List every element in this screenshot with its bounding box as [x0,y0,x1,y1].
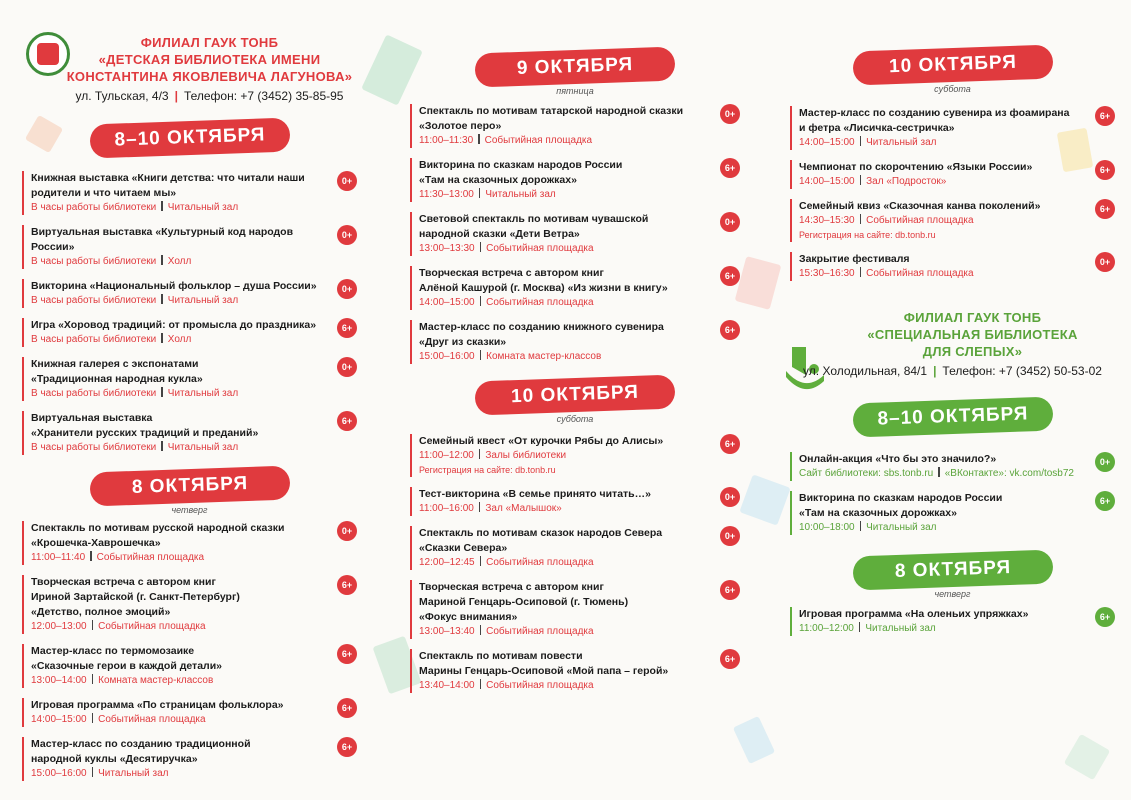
events-list [410,104,740,364]
event-time: 10:00–18:00 [799,522,855,533]
event-meta [799,267,1079,281]
event-title: Марины Генцарь-Осиповой «Мой папа – герой» [419,665,669,677]
divider [90,551,92,561]
date-banner: 10 ОКТЯБРЯ [852,45,1053,86]
event-meta [419,625,704,639]
divider [860,175,862,185]
event-meta [419,502,704,516]
event-item [410,266,740,310]
event-item [790,607,1115,636]
date-banner: 8 ОКТЯБРЯ [89,466,290,507]
age-rating-badge: 6+ [1095,199,1115,219]
library-address: ул. Тульская, 4/3 [75,89,169,103]
event-title: Онлайн-акция «Что бы это значило?» [799,453,997,465]
divider [480,625,482,635]
age-rating-badge: 0+ [337,357,357,377]
library-name-line3: ДЛЯ СЛЕПЫХ» [922,344,1023,359]
divider [860,521,862,531]
event-meta [419,188,704,202]
library-header-blind [790,309,1115,378]
day-of-week: четверг [934,589,971,599]
event-meta [419,350,704,364]
event-time: 15:30–16:30 [799,268,855,279]
event-item [22,737,357,781]
event-item [22,698,357,727]
event-title: Виртуальная выставка [31,412,153,424]
age-rating-badge: 0+ [337,225,357,245]
column-middle [410,0,740,703]
age-rating-badge: 6+ [720,434,740,454]
event-meta [419,296,704,310]
event-place: Событийная площадка [98,714,206,725]
event-place: Комната мастер-классов [98,675,214,686]
event-place: Комната мастер-классов [486,351,602,362]
event-time: 11:00–11:30 [419,135,474,146]
day-of-week: пятница [556,86,594,96]
event-registration-note: Регистрация на сайте: db.tonb.ru [799,230,936,240]
event-title: «Фокус внимания» [419,611,518,623]
divider [479,449,481,459]
event-place: Событийная площадка [866,215,974,226]
event-item [790,491,1115,535]
event-meta [419,242,704,256]
event-time: 13:00–14:00 [31,675,87,686]
event-title: «Сказки Севера» [419,542,508,554]
event-time: В часы работы библиотеки [31,295,157,306]
event-title: Творческая встреча с автором книг [419,267,604,279]
event-item [22,171,357,215]
divider [92,767,94,777]
event-title: Мастер-класс по созданию традиционной [31,738,251,750]
event-place: Событийная площадка [486,243,594,254]
event-time: Сайт библиотеки: sbs.tonb.ru [799,468,934,479]
event-meta [799,175,1079,189]
day-of-week [22,157,357,169]
event-title: Викторина «Национальный фольклор – душа России» [31,280,317,292]
divider [860,267,862,277]
event-place: Читальный зал [485,189,556,200]
column-left [22,0,357,791]
library-phone: Телефон: +7 (3452) 35-85-95 [183,89,344,103]
age-rating-badge: 0+ [337,279,357,299]
event-title: Мастер-класс по созданию сувенира из фоамирана [799,107,1070,119]
event-place: Зал «Подросток» [866,176,947,187]
event-time: 13:00–13:40 [419,626,475,637]
event-title: Тест-викторина «В семье принято читать…» [419,488,651,500]
event-item [410,212,740,256]
events-list [790,452,1115,535]
event-title: Игровая программа «На оленьих упряжках» [799,608,1029,620]
age-rating-badge: 0+ [720,212,740,232]
divider [161,441,163,451]
divider [161,333,163,343]
event-place: Читальный зал [167,202,239,213]
event-place: Зал «Малышок» [485,503,562,514]
event-item [410,104,740,148]
event-meta [31,333,321,347]
library-phone: Телефон: +7 (3452) 50-53-02 [942,364,1102,378]
decor-shape [739,474,790,525]
event-title: Игра «Хоровод традиций: от промысла до праздника» [31,319,317,331]
event-time: 15:00–16:00 [419,351,475,362]
library-address: ул. Холодильная, 84/1 [803,364,928,378]
event-time: 12:00–13:00 [31,621,87,632]
event-meta [419,449,704,463]
age-rating-badge: 6+ [720,320,740,340]
event-title: Викторина по сказкам народов России [799,492,1003,504]
event-title: Алёной Кашурой (г. Москва) «Из жизни в книгу» [419,282,668,294]
event-meta [31,294,321,308]
event-meta [31,767,321,781]
event-meta [799,136,1079,150]
age-rating-badge: 0+ [1095,452,1115,472]
decor-shape [1064,734,1110,780]
event-meta [799,214,1079,228]
event-place: Событийная площадка [484,135,593,146]
library-name-line3: КОНСТАНТИНА ЯКОВЛЕВИЧА ЛАГУНОВА» [66,69,353,84]
divider [92,713,94,723]
divider [860,136,862,146]
divider [480,350,482,360]
event-place: Событийная площадка [96,552,205,563]
divider [161,255,163,265]
event-time: 12:00–12:45 [419,557,475,568]
event-place: Событийная площадка [866,268,974,279]
age-rating-badge: 6+ [1095,607,1115,627]
event-title: «Там на сказочных дорожках» [419,174,577,186]
age-rating-badge: 6+ [337,575,357,595]
event-item [410,434,740,477]
event-item [22,575,357,634]
event-registration-note: Регистрация на сайте: db.tonb.ru [419,465,556,475]
event-item [790,199,1115,242]
event-title: Световой спектакль по мотивам чувашской [419,213,649,225]
event-place: Читальный зал [866,522,937,533]
library-name-line2: «СПЕЦИАЛЬНАЯ БИБЛИОТЕКА [867,327,1078,342]
event-place: Холл [167,256,192,267]
divider [480,556,482,566]
age-rating-badge: 6+ [720,580,740,600]
event-meta [31,255,321,269]
event-place: Читальный зал [167,442,239,453]
event-title: и фетра «Лисичка-сестричка» [799,122,955,134]
event-time: В часы работы библиотеки [31,256,157,267]
event-item [410,158,740,202]
age-rating-badge: 6+ [337,698,357,718]
event-time: 13:00–13:30 [419,243,475,254]
event-time: 11:30–13:00 [419,189,474,200]
divider [480,242,482,252]
divider [92,620,94,630]
event-time: 14:00–15:00 [799,137,855,148]
event-title: «Хранители русских традиций и преданий» [31,427,259,439]
event-place: Событийная площадка [486,297,594,308]
event-title: «Традиционная народная кукла» [31,373,203,385]
library-name-line1: ФИЛИАЛ ГАУК ТОНБ [140,35,279,50]
column-right [790,0,1115,646]
event-title: Мастер-класс по созданию книжного сувенира [419,321,664,333]
event-place: Читальный зал [866,137,937,148]
divider [92,674,94,684]
event-title: Игровая программа «По страницам фольклора» [31,699,284,711]
date-banner: 9 ОКТЯБРЯ [474,47,675,88]
library-header-children [22,0,357,103]
event-item [22,411,357,455]
date-banner: 8 ОКТЯБРЯ [852,550,1053,591]
event-title: «Детство, полное эмоций» [31,606,171,618]
age-rating-badge: 0+ [720,487,740,507]
day-of-week: четверг [171,505,208,515]
day-of-week [790,436,1115,448]
event-title: Книжная выставка «Книги детства: что читали наши [31,172,305,184]
events-list [22,171,357,455]
event-item [790,160,1115,189]
age-rating-badge: 0+ [720,104,740,124]
event-title: Виртуальная выставка «Культурный код народов России» [31,226,294,253]
event-time: В часы работы библиотеки [31,442,157,453]
event-meta [31,441,321,455]
event-time: 14:00–15:00 [799,176,855,187]
age-rating-badge: 6+ [1095,106,1115,126]
age-rating-badge: 6+ [720,649,740,669]
divider [161,201,163,211]
event-place: Залы библиотеки [485,450,567,461]
event-item [22,644,357,688]
event-time: В часы работы библиотеки [31,388,157,399]
event-title: Ириной Зартайской (г. Санкт-Петербург) [31,591,240,603]
date-banner: 8–10 ОКТЯБРЯ [89,118,290,159]
age-rating-badge: 6+ [337,644,357,664]
age-rating-badge: 6+ [720,158,740,178]
event-time: 14:30–15:30 [799,215,855,226]
event-title: Мариной Генцарь-Осиповой (г. Тюмень) [419,596,629,608]
library-name-line2: «ДЕТСКАЯ БИБЛИОТЕКА ИМЕНИ [98,52,321,67]
event-title: народной куклы «Десятиручка» [31,753,198,765]
event-title: «Там на сказочных дорожках» [799,507,957,519]
event-meta [31,713,321,727]
event-time: 13:40–14:00 [419,680,475,691]
event-place: «ВКонтакте»: vk.com/tosb72 [944,468,1074,479]
event-title: Спектакль по мотивам сказок народов Севера [419,527,663,539]
event-place: Читальный зал [167,388,239,399]
event-title: Закрытие фестиваля [799,253,910,265]
decor-shape [733,716,775,764]
event-place: Событийная площадка [486,680,594,691]
divider [480,679,482,689]
age-rating-badge: 0+ [337,171,357,191]
event-meta [31,201,321,215]
event-time: 11:00–16:00 [419,503,474,514]
divider [859,622,861,632]
event-title: Семейный квиз «Сказочная канва поколений» [799,200,1041,212]
event-meta [799,521,1079,535]
event-place: Событийная площадка [98,621,206,632]
event-time: 11:00–11:40 [31,552,86,563]
divider [938,467,940,477]
event-title: Книжная галерея с экспонатами [31,358,199,370]
divider [860,214,862,224]
event-place: Холл [167,334,192,345]
library-contacts: ул. Тульская, 4/3 | Телефон: +7 (3452) 35-85-95 [75,89,344,103]
event-item [790,106,1115,150]
age-rating-badge: 0+ [337,521,357,541]
event-meta [419,556,704,570]
event-item [410,649,740,693]
event-time: 15:00–16:00 [31,768,87,779]
event-title: народной сказки «Дети Ветра» [419,228,580,240]
events-list [22,521,357,781]
event-meta [799,622,1079,636]
event-time: 14:00–15:00 [419,297,475,308]
age-rating-badge: 6+ [720,266,740,286]
event-time: 11:00–12:00 [419,450,474,461]
event-item [410,580,740,639]
age-rating-badge: 6+ [337,737,357,757]
event-place: Событийная площадка [486,626,594,637]
event-title: Мастер-класс по термомозаике [31,645,195,657]
event-place: Читальный зал [167,295,239,306]
event-item [410,320,740,364]
event-time: 14:00–15:00 [31,714,87,725]
event-meta [31,551,321,565]
event-item [790,252,1115,281]
age-rating-badge: 0+ [720,526,740,546]
events-list [790,106,1115,281]
day-of-week: суббота [556,414,594,424]
event-title: Викторина по сказкам народов России [419,159,623,171]
event-title: Семейный квест «От курочки Рябы до Алисы» [419,435,664,447]
divider [479,502,481,512]
event-item [790,452,1115,481]
divider [479,188,481,198]
event-title: «Друг из сказки» [419,336,507,348]
age-rating-badge: 0+ [1095,252,1115,272]
event-item [22,357,357,401]
event-title: «Сказочные герои в каждой детали» [31,660,223,672]
event-title: Спектакль по мотивам русской народной сказки [31,522,285,534]
age-rating-badge: 6+ [1095,160,1115,180]
event-title: Спектакль по мотивам татарской народной сказки [419,105,684,117]
date-banner: 8–10 ОКТЯБРЯ [852,397,1053,438]
event-time: В часы работы библиотеки [31,334,157,345]
event-item [22,225,357,269]
divider [478,134,480,144]
library-contacts: ул. Холодильная, 84/1 | Телефон: +7 (3452) 50-53-02 [803,364,1102,378]
event-item [22,279,357,308]
event-title: «Крошечка-Хаврошечка» [31,537,161,549]
event-item [22,521,357,565]
event-meta [31,620,321,634]
event-title: Спектакль по мотивам повести [419,650,583,662]
events-list [790,607,1115,636]
event-place: Читальный зал [865,623,936,634]
day-of-week: суббота [934,84,971,94]
event-item [410,487,740,516]
event-title: «Золотое перо» [419,120,502,132]
events-list [410,434,740,693]
age-rating-badge: 6+ [337,411,357,431]
decor-shape [735,256,782,310]
event-title: Чемпионат по скорочтению «Языки России» [799,161,1033,173]
event-title: родители и что читаем мы» [31,187,177,199]
event-meta [31,674,321,688]
event-place: Событийная площадка [486,557,594,568]
event-title: Творческая встреча с автором книг [31,576,216,588]
event-item [410,526,740,570]
event-meta [799,467,1079,481]
date-banner: 10 ОКТЯБРЯ [474,375,675,416]
age-rating-badge: 6+ [337,318,357,338]
divider [161,294,163,304]
event-place: Читальный зал [98,768,169,779]
age-rating-badge: 6+ [1095,491,1115,511]
divider [480,296,482,306]
event-time: 11:00–12:00 [799,623,854,634]
event-time: В часы работы библиотеки [31,202,157,213]
event-meta [419,134,704,148]
event-meta [419,679,704,693]
library-name-line1: ФИЛИАЛ ГАУК ТОНБ [903,310,1042,325]
event-item [22,318,357,347]
event-meta [31,387,321,401]
event-title: Творческая встреча с автором книг [419,581,604,593]
divider [161,387,163,397]
